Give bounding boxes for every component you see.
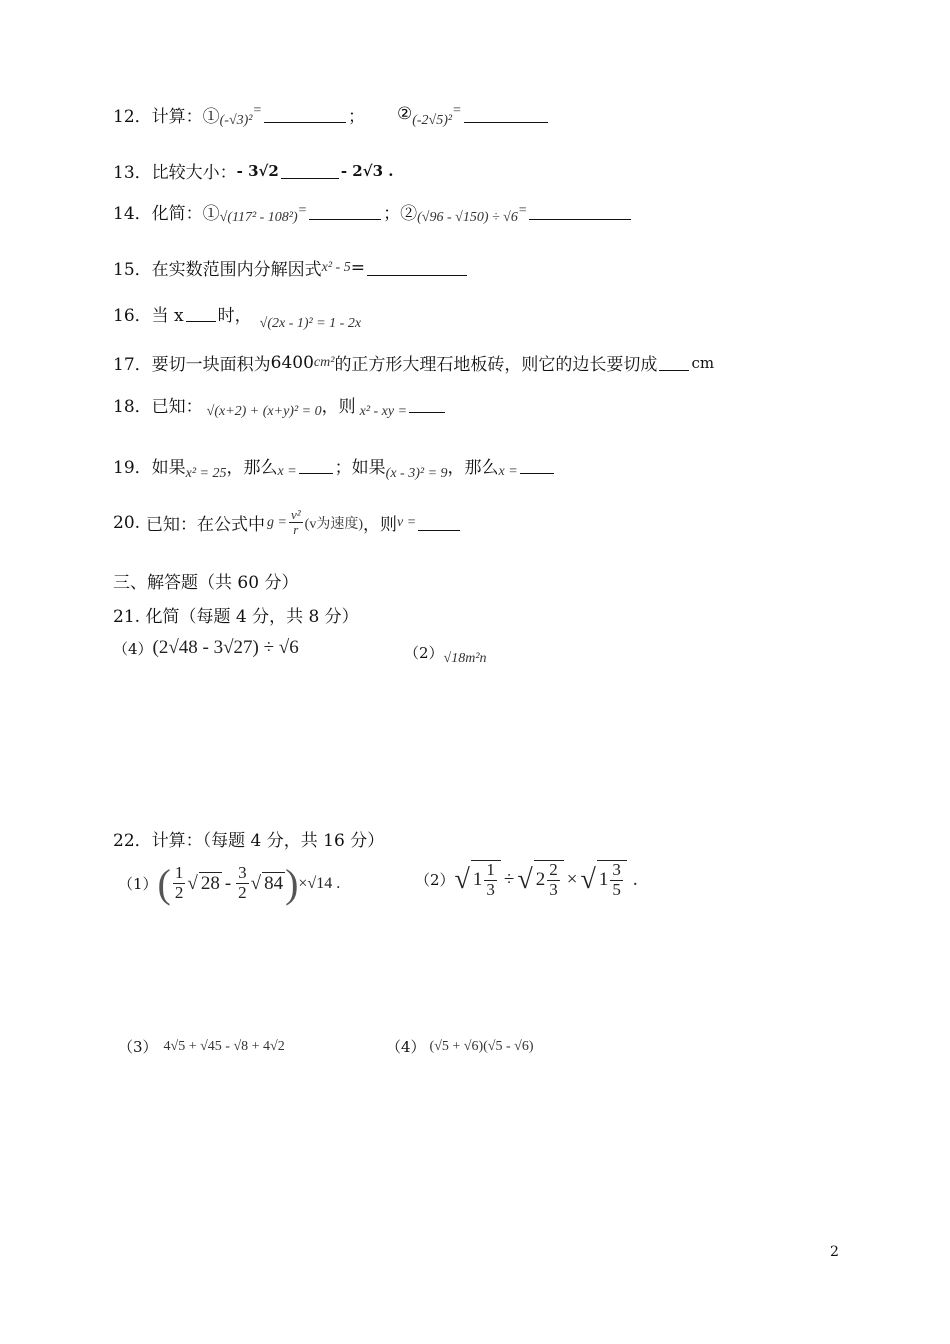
- question-21-part-2: [404, 637, 487, 667]
- q13-label: 比较大小：: [151, 163, 237, 183]
- question-14: [113, 196, 633, 226]
- answer-blank-20[interactable]: [418, 514, 460, 531]
- q19-then1: ，那么: [226, 457, 278, 478]
- answer-blank-17[interactable]: [659, 354, 689, 371]
- question-22-part-4: [386, 1036, 534, 1057]
- question-21-title: [113, 602, 359, 627]
- answer-blank-19-2[interactable]: [520, 457, 554, 474]
- q20-g: g =: [267, 514, 287, 530]
- q12-label: 计算：①: [151, 106, 220, 127]
- question-16: [113, 294, 361, 332]
- answer-blank-18[interactable]: [409, 396, 445, 413]
- answer-blank-16[interactable]: [186, 305, 216, 322]
- q19-if1: 如果: [151, 457, 186, 478]
- q12-eq1: =: [252, 103, 262, 118]
- q21-title: 21. 化简（每题 4 分，共 8 分）: [113, 607, 359, 627]
- q19-x1: x =: [277, 464, 297, 479]
- q17-unit2: cm: [691, 353, 715, 372]
- q15-eq: =: [350, 257, 365, 278]
- answer-blank-12-2[interactable]: [464, 106, 548, 123]
- q14-number: 14．: [113, 203, 152, 224]
- question-22-title: [113, 826, 384, 851]
- answer-blank-14-1[interactable]: [309, 203, 381, 220]
- q15-label: 在实数范围内分解因式: [151, 260, 322, 280]
- q18-expr2: x² - xy =: [359, 404, 408, 419]
- q20-label: 已知：在公式中: [146, 515, 266, 536]
- question-22-part-3: [118, 1036, 285, 1057]
- section-3-title: [113, 568, 298, 593]
- q12-expr1: (-√3)²: [219, 113, 253, 128]
- q14-expr2: (√96 - √150) ÷ √6: [417, 210, 518, 225]
- q12-expr2: (-2√5)²: [412, 113, 453, 128]
- q16-label: 当 x: [151, 305, 184, 326]
- question-17: [113, 350, 714, 375]
- q18-label: 已知：: [151, 396, 203, 417]
- question-21-part-4: [113, 637, 299, 659]
- question-18: [113, 388, 447, 420]
- q22-p2-expr: √ 1 $\frac{1}{3}$ ÷ √ 2 $\frac{2}{3}$ × √ 1 $\frac{3}{5}$ .: [454, 860, 638, 899]
- section-3-label: 三、解答题（共 60 分）: [113, 573, 299, 593]
- answer-blank-13[interactable]: [281, 162, 339, 179]
- q19-sep: ；如果: [334, 457, 386, 478]
- q22-p1-times: ×√14 .: [298, 874, 341, 892]
- answer-blank-12-1[interactable]: [264, 106, 346, 123]
- q13-left: - 3√2: [236, 161, 279, 180]
- question-20: [113, 508, 462, 538]
- question-13: [113, 158, 393, 183]
- q22-p1-expr: ( $\frac{1}{2}$ √ 28 - $\frac{3}{2}$ √ 84 ) ×√14 .: [157, 861, 341, 906]
- q18-expr: √(x+2) + (x+y)² = 0: [206, 404, 322, 419]
- q21-p4-label: （4）: [113, 639, 153, 658]
- q12-sep: ；: [347, 106, 365, 127]
- answer-blank-19-1[interactable]: [299, 457, 333, 474]
- q20-paren: (v为速度): [304, 516, 363, 532]
- q16-suffix: 时，: [217, 305, 252, 326]
- q14-eq2: =: [517, 203, 528, 218]
- q16-number: 16．: [113, 305, 152, 326]
- q19-number: 19．: [113, 457, 152, 478]
- q14-expr1: √(117² - 108²): [219, 210, 298, 225]
- q22-p1-label: （1）: [118, 875, 158, 893]
- q18-number: 18．: [113, 396, 152, 417]
- question-22-part-2: [415, 860, 638, 899]
- q19-expr1: x² = 25: [185, 466, 227, 481]
- q16-expr: √(2x - 1)² = 1 - 2x: [259, 316, 362, 331]
- q15-number: 15．: [113, 260, 152, 280]
- q19-expr2: (x - 3)² = 9: [385, 466, 448, 481]
- question-15: [113, 255, 469, 280]
- question-19: [113, 448, 556, 482]
- q12-number: 12．: [113, 106, 152, 127]
- q20-then: ，则: [363, 515, 397, 536]
- question-22-part-1: [118, 860, 340, 907]
- q20-frac-numerator: v²: [291, 507, 301, 522]
- q19-x2: x =: [498, 464, 518, 479]
- q13-right: - 2√3 .: [340, 161, 394, 180]
- answer-blank-15[interactable]: [367, 259, 467, 276]
- q21-p2-label: （2）: [404, 643, 444, 662]
- q22-p4-label: （4）: [386, 1038, 426, 1056]
- q17-area: 6400: [270, 352, 314, 373]
- q17-unit: cm²: [313, 354, 335, 370]
- q22-p3-expr: 4√5 + √45 - √8 + 4√2: [163, 1038, 285, 1054]
- q14-eq1: =: [297, 203, 308, 218]
- q22-title: 22．计算：（每题 4 分，共 16 分）: [113, 831, 385, 851]
- q21-p4-expr: (2√48 - 3√27) ÷ √6: [152, 637, 299, 658]
- q12-circ2: ②: [396, 104, 413, 124]
- q14-label: 化简：①: [151, 203, 220, 224]
- q20-number: 20.: [113, 512, 141, 533]
- q22-p4-expr: (√5 + √6)(√5 - √6): [429, 1038, 534, 1054]
- q15-expr: x² - 5: [321, 259, 351, 275]
- q20-frac-denominator: r: [293, 522, 299, 538]
- q14-sep: ；②: [383, 203, 418, 224]
- q17-number: 17．: [113, 355, 152, 375]
- q17-text2: 的正方形大理石地板砖，则它的边长要切成: [334, 355, 658, 375]
- q20-fraction: [289, 508, 303, 538]
- q22-p3-label: （3）: [118, 1038, 158, 1056]
- q22-p2-label: （2）: [415, 871, 455, 890]
- q17-text1: 要切一块面积为: [151, 355, 271, 375]
- q12-eq2: =: [452, 103, 462, 118]
- q18-then: ，则: [321, 396, 356, 417]
- page-number: 2: [830, 1244, 839, 1260]
- q20-v: v =: [397, 514, 417, 530]
- question-12: [113, 99, 550, 129]
- q21-p2-expr: √18m²n: [443, 651, 487, 666]
- q19-then2: ，那么: [447, 457, 499, 478]
- q13-number: 13．: [113, 163, 152, 183]
- answer-blank-14-2[interactable]: [529, 203, 631, 220]
